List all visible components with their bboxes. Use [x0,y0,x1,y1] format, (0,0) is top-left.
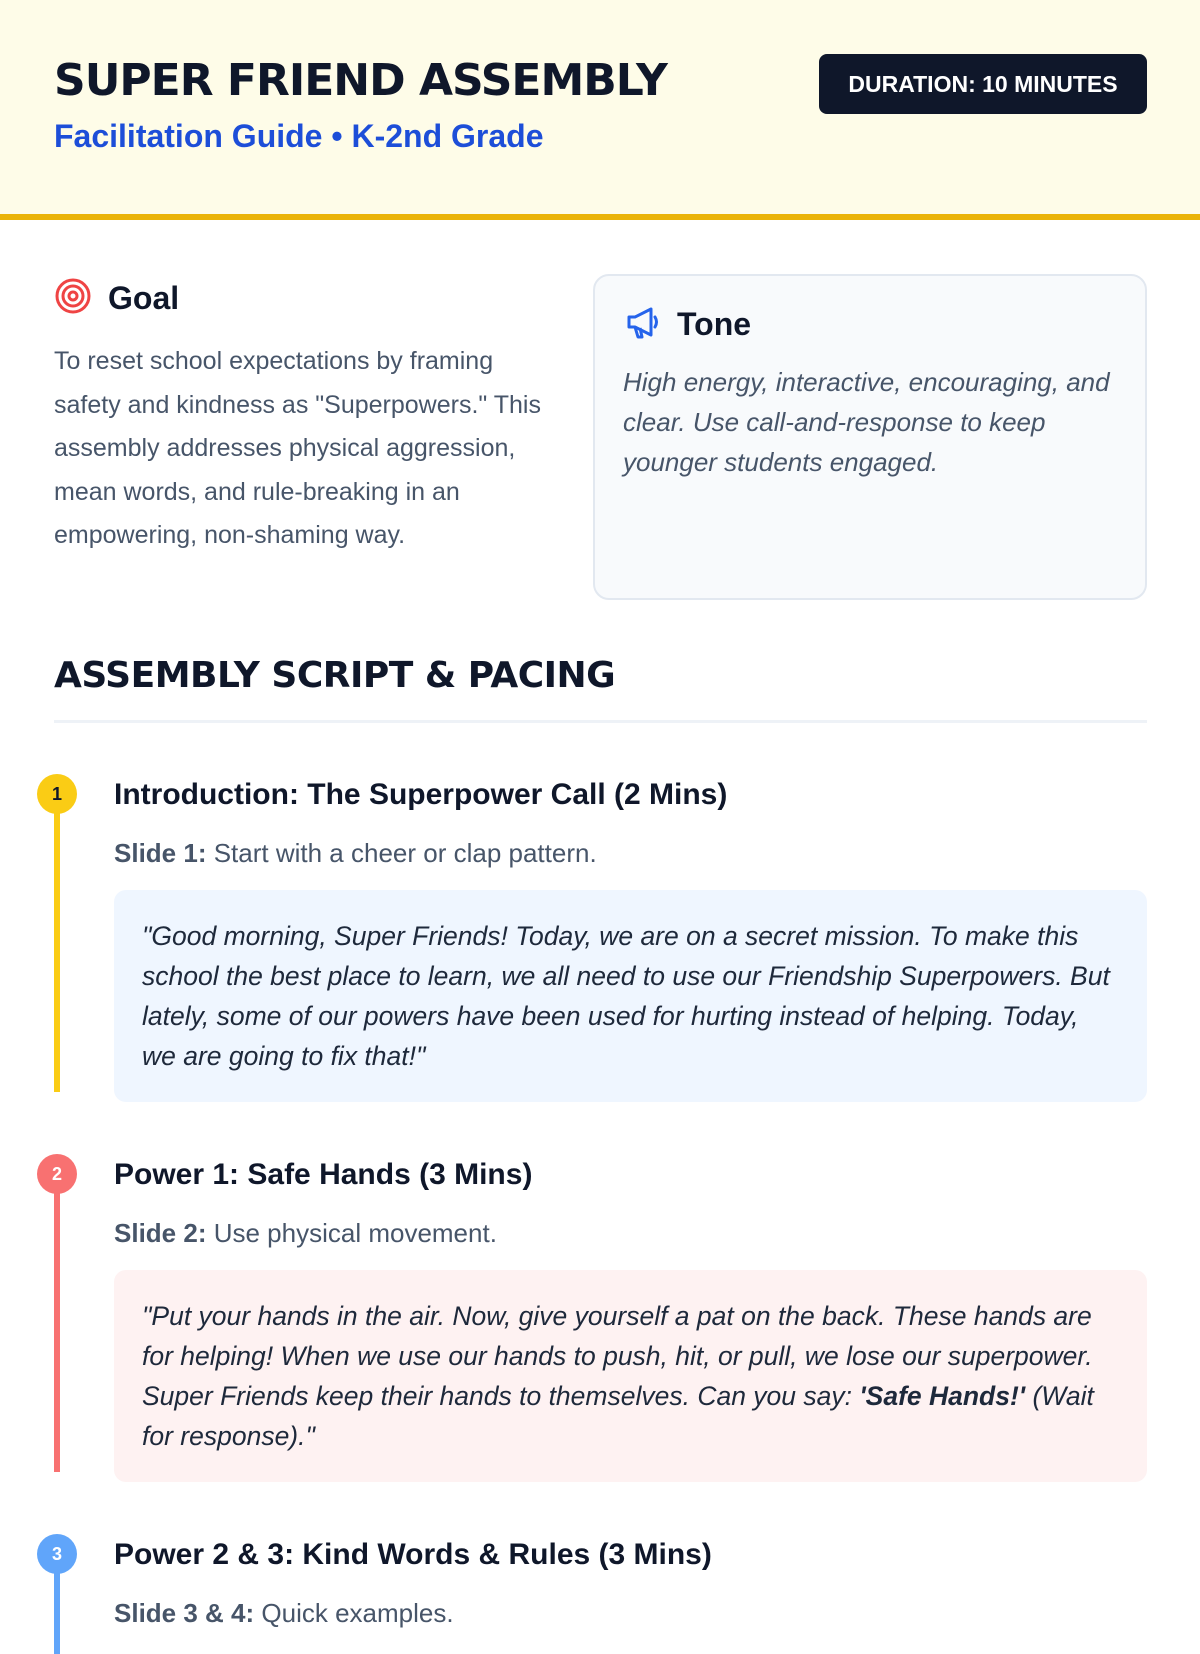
section-divider [54,720,1147,723]
tone-title: Tone [677,305,752,342]
goal-title: Goal [108,279,180,316]
step-title: Power 1: Safe Hands (3 Mins) [114,1158,533,1191]
script-quote [114,1270,1147,1482]
goal-section [54,278,554,558]
slide-note [114,838,597,869]
slide-note [114,1218,497,1249]
slide-text: Use physical movement. [206,1218,497,1248]
page-header [0,0,1200,220]
page-title: SUPER FRIEND ASSEMBLY [54,55,667,106]
slide-label: Slide 2: [114,1218,207,1248]
script-quote: "Good morning, Super Friends! Today, we are on a secret mission. To make this school the best place to learn, we all need to use our Friendship Superpowers. But lately, some of our powers have been used for hurting instead of helping. Today, we are going to fix that!" [114,890,1147,1102]
slide-label: Slide 1: [114,838,207,868]
timeline-line [54,1174,60,1472]
duration-badge: DURATION: 10 MINUTES [819,54,1147,114]
page-subtitle: Facilitation Guide • K-2nd Grade [54,118,544,154]
slide-text: Start with a cheer or clap pattern. [206,838,597,868]
script-section-title: ASSEMBLY SCRIPT & PACING [54,655,616,696]
quote-text-end: (Wait for response)." [142,1381,1094,1451]
step-title: Introduction: The Superpower Call (2 Mins) [114,778,728,811]
step-number-badge: 1 [37,774,77,814]
target-icon [54,277,108,320]
step-number-badge: 2 [37,1154,77,1194]
quote-text: "Put your hands in the air. Now, give yourself a pat on the back. These hands are for helping! When we use our hands to push, hit, or pull, we lose our superpower. Super Friends keep their hands to themselves. Can you say: [142,1301,1093,1411]
step-title: Power 2 & 3: Kind Words & Rules (3 Mins) [114,1538,712,1571]
tone-card [593,274,1147,600]
quote-emphasis: 'Safe Hands!' [859,1381,1026,1411]
slide-label: Slide 3 & 4: [114,1598,255,1628]
megaphone-icon [623,303,677,346]
step-number-badge: 3 [37,1534,77,1574]
slide-text: Quick examples. [254,1598,454,1628]
tone-text: High energy, interactive, encouraging, and clear. Use call-and-response to keep younger students engaged. [623,367,1110,477]
slide-note [114,1598,454,1629]
goal-text: To reset school expectations by framing safety and kindness as "Superpowers." This assembly addresses physical aggression, mean words, and rule-breaking in an empowering, non-shaming way. [54,347,541,549]
timeline-line [54,794,60,1092]
